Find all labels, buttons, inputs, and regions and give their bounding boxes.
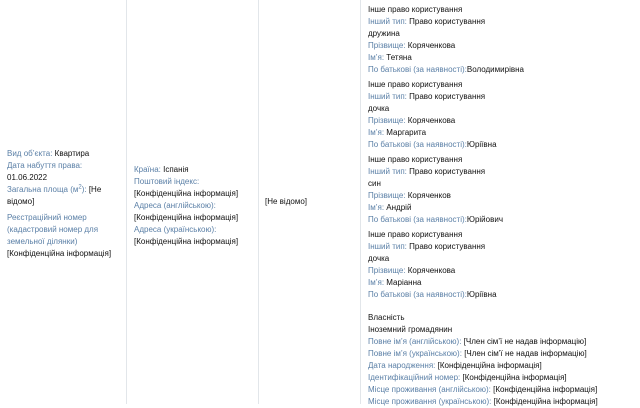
- patronymic-value: Володимирівна: [466, 65, 524, 74]
- other-type-value: Право користування: [409, 17, 486, 26]
- ownership-type: Власність: [368, 313, 405, 322]
- column-divider: [360, 0, 361, 404]
- total-area-row: [7, 184, 122, 196]
- name-label: Ім’я:: [368, 53, 385, 62]
- value-unknown: [Не відомо]: [265, 197, 307, 206]
- fullname-en-row: [368, 336, 638, 348]
- patronymic-value: Юрійович: [466, 215, 503, 224]
- residence-en-value: [Конфіденційна інформація]: [493, 385, 598, 394]
- other-type-value: Право користування: [409, 167, 486, 176]
- name-value: Андрій: [386, 203, 412, 212]
- right-type: Інше право користування: [368, 155, 463, 164]
- object-type-label: Вид об’єкта:: [7, 149, 53, 158]
- other-type-row: [368, 16, 638, 28]
- other-type-label: Інший тип:: [368, 242, 407, 251]
- postal-code-value: [Конфіденційна інформація]: [134, 189, 239, 198]
- other-type-row: [368, 91, 638, 103]
- other-type-label: Інший тип:: [368, 92, 407, 101]
- residence-en-label: Місце проживання (англійською):: [368, 385, 491, 394]
- ownership-block: [368, 312, 638, 408]
- fullname-ua-label: Повне ім’я (українською):: [368, 349, 462, 358]
- name-value: Тетяна: [386, 53, 412, 62]
- patronymic-label: По батькові (за наявності):: [368, 140, 467, 149]
- residence-en-row: [368, 384, 638, 396]
- name-value: Маріанна: [386, 278, 422, 287]
- id-number-row: [368, 372, 638, 384]
- patronymic-row: [368, 214, 638, 226]
- surname-value: Коряченкова: [407, 266, 456, 275]
- patronymic-row: [368, 64, 638, 76]
- right-type: Інше право користування: [368, 5, 463, 14]
- total-area-value: [Не: [88, 185, 102, 194]
- right-type: Інше право користування: [368, 230, 463, 239]
- address-en-value: [Конфіденційна інформація]: [134, 213, 239, 222]
- name-label: Ім’я:: [368, 203, 385, 212]
- object-type-value: Квартира: [54, 149, 90, 158]
- registration-number-label-cont: (кадастровий номер для: [7, 225, 99, 234]
- right-type: Інше право користування: [368, 80, 463, 89]
- registration-number-label: Реєстраційний номер: [7, 213, 87, 222]
- name-row: [368, 127, 638, 139]
- rights-cell: [368, 4, 638, 408]
- id-number-label: Ідентифікаційний номер:: [368, 373, 461, 382]
- name-value: Маргарита: [386, 128, 427, 137]
- family-member-block: [368, 229, 638, 301]
- surname-value: Коряченкова: [407, 116, 456, 125]
- family-member-block: [368, 154, 638, 226]
- patronymic-row: [368, 139, 638, 151]
- registration-number-value: [Конфіденційна інформація]: [7, 249, 112, 258]
- fullname-en-label: Повне ім’я (англійською):: [368, 337, 462, 346]
- patronymic-value: Юріївна: [466, 140, 497, 149]
- patronymic-value: Юріївна: [466, 290, 497, 299]
- fullname-ua-value: [Член сім’ї не надав інформацію]: [464, 349, 587, 358]
- other-type-row: [368, 241, 638, 253]
- surname-row: [368, 40, 638, 52]
- surname-label: Прізвище:: [368, 266, 406, 275]
- country-label: Країна:: [134, 165, 161, 174]
- residence-ua-value: [Конфіденційна інформація]: [493, 397, 598, 406]
- surname-value: Коряченков: [407, 191, 451, 200]
- name-label: Ім’я:: [368, 128, 385, 137]
- relation: син: [368, 179, 381, 188]
- patronymic-row: [368, 289, 638, 301]
- address-ua-value: [Конфіденційна інформація]: [134, 237, 239, 246]
- total-area-value-cont: відомо]: [7, 197, 35, 206]
- family-member-block: [368, 4, 638, 76]
- id-number-value: [Конфіденційна інформація]: [462, 373, 567, 382]
- relation: дочка: [368, 104, 390, 113]
- patronymic-label: По батькові (за наявності):: [368, 290, 467, 299]
- address-en-label: Адреса (англійською):: [134, 201, 216, 210]
- other-type-value: Право користування: [409, 242, 486, 251]
- birth-date-value: [Конфіденційна інформація]: [437, 361, 542, 370]
- total-area-label: Загальна площа $(м^2)$:: [7, 184, 87, 194]
- acquisition-date-label: Дата набуття права:: [7, 161, 83, 170]
- patronymic-label: По батькові (за наявності):: [368, 215, 467, 224]
- citizenship: Іноземний громадянин: [368, 325, 453, 334]
- address-ua-label: Адреса (українською):: [134, 225, 217, 234]
- other-type-label: Інший тип:: [368, 167, 407, 176]
- family-member-block: [368, 79, 638, 151]
- registration-number-label-cont: земельної ділянки): [7, 237, 78, 246]
- acquisition-date-value: 01.06.2022: [7, 173, 48, 182]
- surname-row: [368, 265, 638, 277]
- country-value: Іспанія: [163, 165, 189, 174]
- object-type-row: [7, 148, 122, 160]
- relation: дружина: [368, 29, 400, 38]
- country-row: [134, 164, 254, 176]
- surname-value: Коряченкова: [407, 41, 456, 50]
- surname-label: Прізвище:: [368, 191, 406, 200]
- patronymic-label: По батькові (за наявності):: [368, 65, 467, 74]
- surname-label: Прізвище:: [368, 116, 406, 125]
- surname-row: [368, 190, 638, 202]
- name-row: [368, 277, 638, 289]
- fullname-en-value: [Член сім’ї не надав інформацію]: [463, 337, 587, 346]
- fullname-ua-row: [368, 348, 638, 360]
- residence-ua-row: [368, 396, 638, 408]
- name-label: Ім’я:: [368, 278, 385, 287]
- residence-ua-label: Місце проживання (українською):: [368, 397, 492, 406]
- value-cell: [265, 196, 307, 208]
- other-type-label: Інший тип:: [368, 17, 407, 26]
- name-row: [368, 202, 638, 214]
- name-row: [368, 52, 638, 64]
- relation: дочка: [368, 254, 390, 263]
- column-divider: [258, 0, 259, 404]
- surname-label: Прізвище:: [368, 41, 406, 50]
- other-type-value: Право користування: [409, 92, 486, 101]
- birth-date-row: [368, 360, 638, 372]
- birth-date-label: Дата народження:: [368, 361, 436, 370]
- object-info-cell: [7, 148, 122, 260]
- address-cell: [134, 164, 254, 248]
- other-type-row: [368, 166, 638, 178]
- postal-code-label: Поштовий індекс:: [134, 177, 200, 186]
- column-divider: [126, 0, 127, 404]
- surname-row: [368, 115, 638, 127]
